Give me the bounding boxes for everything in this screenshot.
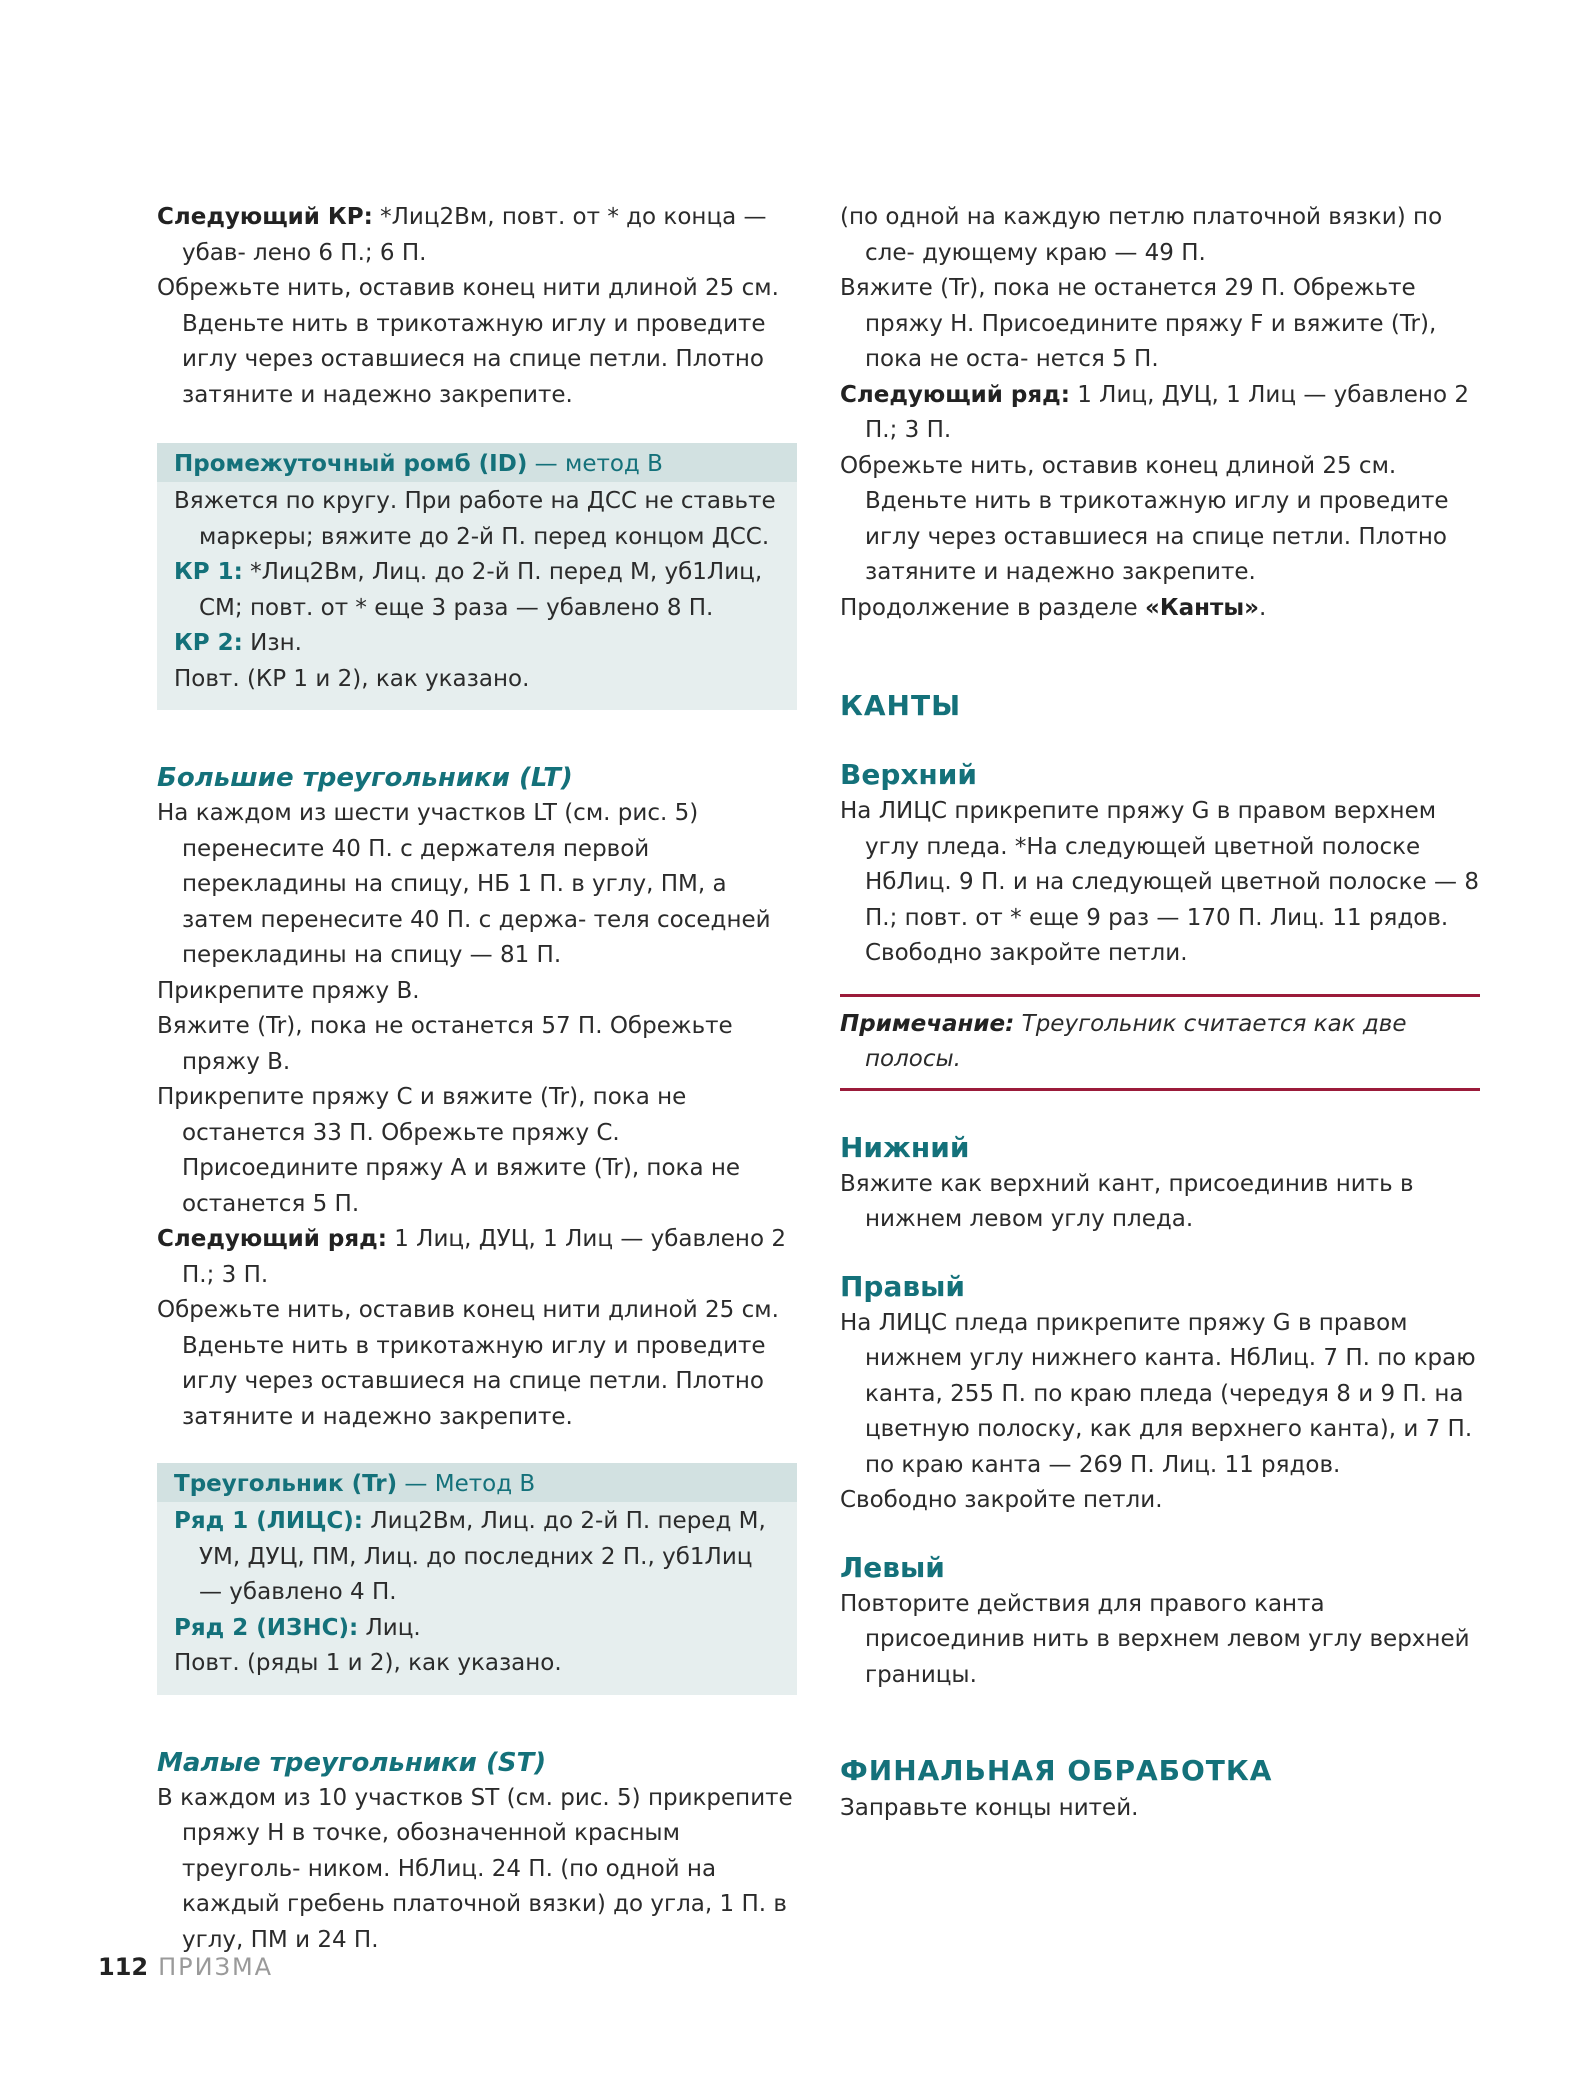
page-number: 112	[98, 1953, 149, 1981]
box2-line-1: Ряд 1 (ЛИЦС): Лиц2Вм, Лиц. до 2-й П. перед М, УМ, ДУЦ, ПМ, Лиц. до последних 2 П., уб1Лиц — убавлено 4 П.	[174, 1508, 766, 1605]
large-triangles-heading: Большие треугольники (LT)	[157, 763, 573, 793]
left-edge-text: Повторите действия для правого канта присоединив нить в верхнем левом углу верхней границы.	[840, 1590, 1470, 1688]
lt-para-4: Прикрепите пряжу C и вяжите (Tr), пока не останется 33 П. Обрежьте пряжу C. Присоедините пряжу A и вяжите (Tr), пока не останется 5 П.	[157, 1084, 741, 1217]
right-edge-heading: Правый	[840, 1269, 966, 1303]
box1-line-2: КР 1: *Лиц2Вм, Лиц. до 2-й П. перед М, уб1Лиц, СМ; повт. от * еще 3 раза — убавлено 8 П.	[174, 559, 763, 621]
final-heading: ФИНАЛЬНАЯ ОБРАБОТКА	[840, 1754, 1273, 1787]
st-para: В каждом из 10 участков ST (см. рис. 5) прикрепите пряжу H в точке, обозначенной красным треуголь- ником. НбЛиц. 24 П. (по одной на каждый гребень платочной вязки) до угла, 1 П. в углу, ПМ и 24 П.	[157, 1784, 793, 1953]
left-column	[157, 200, 797, 1958]
box1-line-4: Повт. (КР 1 и 2), как указано.	[174, 665, 530, 692]
final-text: Заправьте концы нитей.	[840, 1795, 1139, 1821]
continue-link: «Канты»	[1144, 594, 1260, 621]
lt-para-5: Следующий ряд: 1 Лиц, ДУЦ, 1 Лиц — убавлено 2 П.; 3 П.	[157, 1226, 786, 1288]
intro-para-2: Обрежьте нить, оставив конец нити длиной 25 см. Вденьте нить в трикотажную иглу и проведите иглу через оставшиеся на спице петли. Плотно затяните и надежно закрепите.	[157, 275, 779, 408]
box1-line-3: КР 2: Изн.	[174, 630, 302, 656]
box2-line-2: Ряд 2 (ИЗНС): Лиц.	[174, 1614, 421, 1641]
cont-para-4: Обрежьте нить, оставив конец длиной 25 см. Вденьте нить в трикотажную иглу и проведите иглу через оставшиеся на спице петли. Плотно затяните и надежно закрепите.	[840, 452, 1449, 585]
note-box	[840, 994, 1480, 1091]
kanty-heading: КАНТЫ	[840, 689, 962, 722]
box-triangle-header: Треугольник (Tr) — Метод B	[157, 1463, 797, 1502]
cont-para-3: Следующий ряд: 1 Лиц, ДУЦ, 1 Лиц — убавлено 2 П.; 3 П.	[840, 381, 1469, 443]
top-edge-heading: Верхний	[840, 758, 978, 791]
lt-para-1: На каждом из шести участков LT (см. рис. 5) перенесите 40 П. с держателя первой перекладины на спицу, НБ 1 П. в углу, ПМ, а затем перенесите 40 П. с держа- теля соседней перекладины на спицу — 81 П.	[157, 800, 771, 968]
box-triangle	[157, 1463, 797, 1695]
box1-line-1: Вяжется по кругу. При работе на ДСС не ставьте маркеры; вяжите до 2-й П. перед концом ДСС.	[174, 488, 776, 550]
cont-para-1: (по одной на каждую петлю платочной вязки) по сле- дующему краю — 49 П.	[840, 204, 1443, 266]
note-text: Примечание: Треугольник считается как две полосы.	[840, 1010, 1407, 1072]
lt-para-3: Вяжите (Tr), пока не останется 57 П. Обрежьте пряжу B.	[157, 1013, 733, 1075]
bottom-edge-heading: Нижний	[840, 1130, 970, 1164]
footer-title: ПРИЗМА	[158, 1953, 274, 1981]
box-intermediate-rhombus-header: Промежуточный ромб (ID) — метод B	[157, 443, 797, 482]
intro-para-1: Следующий КР: *Лиц2Вм, повт. от * до конца — убав- лено 6 П.; 6 П.	[157, 204, 767, 266]
right-edge-text: На ЛИЦС пледа прикрепите пряжу G в правом нижнем углу нижнего канта. НбЛиц. 7 П. по краю канта, 255 П. по краю пледа (чередуя 8 и 9 П. на цветную полоску, как для верхнего канта), и 7 П. по краю канта — 269 П. Лиц. 11 рядов.	[840, 1309, 1476, 1478]
page-footer	[98, 1953, 273, 1981]
top-edge-text: На ЛИЦС прикрепите пряжу G в правом верхнем углу пледа. *На следующей цветной полоске НбЛиц. 9 П. и на следующей цветной полоске — 8 П.; повт. от * еще 9 раз — 170 П. Лиц. 11 рядов. Свободно закройте петли.	[840, 798, 1479, 966]
left-edge-heading: Левый	[840, 1550, 945, 1584]
bottom-edge-text: Вяжите как верхний кант, присоединив нить в нижнем левом углу пледа.	[840, 1170, 1414, 1232]
box-intermediate-rhombus	[157, 443, 797, 710]
lt-para-2: Прикрепите пряжу B.	[157, 977, 420, 1004]
lt-para-6: Обрежьте нить, оставив конец нити длиной 25 см. Вденьте нить в трикотажную иглу и проведите иглу через оставшиеся на спице петли. Плотно затяните и надежно закрепите.	[157, 1297, 779, 1430]
continue-para: Продолжение в разделе «Канты».	[840, 594, 1267, 621]
right-edge-text-2: Свободно закройте петли.	[840, 1487, 1163, 1513]
box2-line-3: Повт. (ряды 1 и 2), как указано.	[174, 1650, 562, 1676]
right-column	[840, 200, 1480, 1827]
small-triangles-heading: Малые треугольники (ST)	[157, 1747, 547, 1778]
cont-para-2: Вяжите (Tr), пока не останется 29 П. Обрежьте пряжу H. Присоедините пряжу F и вяжите (Tr), пока не оста- нется 5 П.	[840, 275, 1437, 372]
